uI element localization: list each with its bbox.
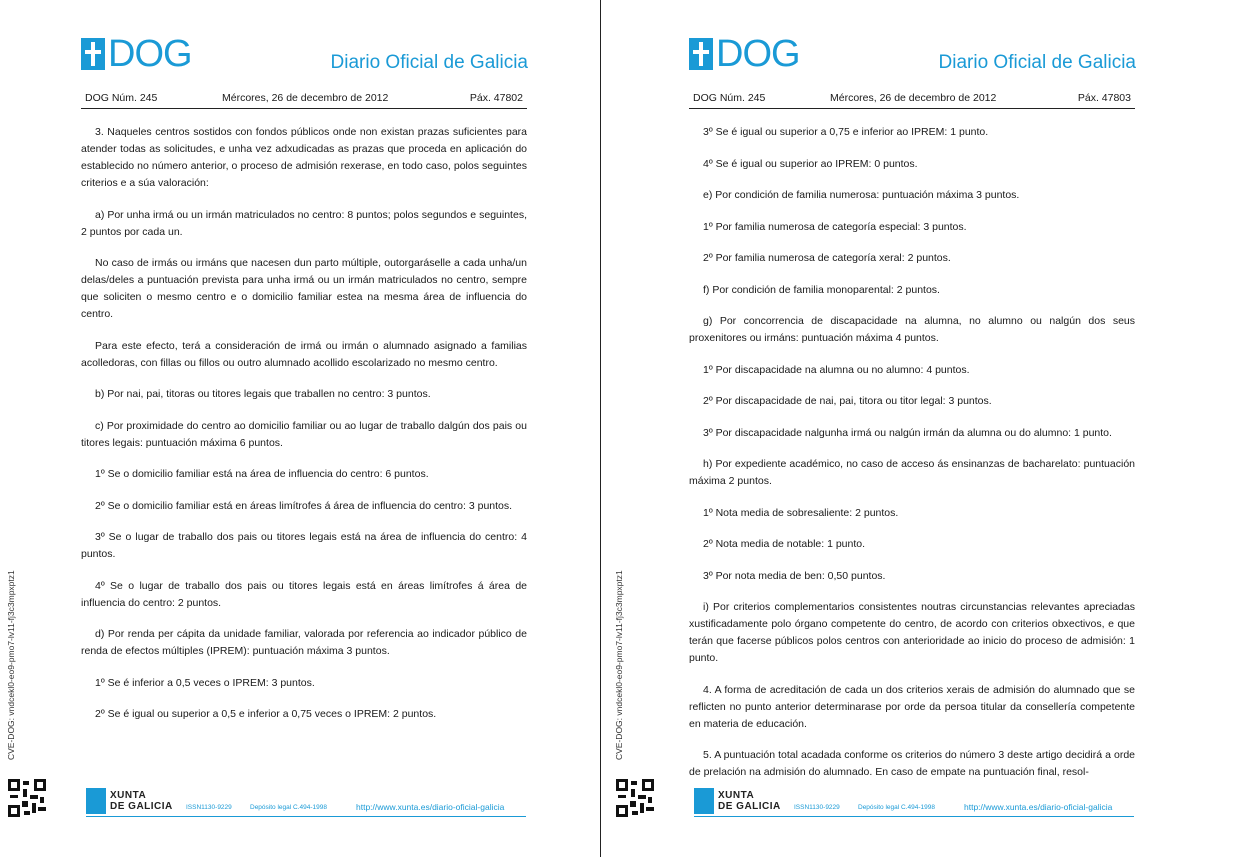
dog-logo (81, 33, 192, 75)
deposito-legal: Depósito legal C.494-1998 (250, 804, 327, 811)
qr-code-icon (616, 779, 654, 817)
paragraph: 5. A puntuación total acadada conforme os criterios do número 3 deste artigo decidirá a orde de prelación na admisión do alumnado. En caso de empate na puntuación final, resol- (689, 749, 1135, 778)
journal-title: Diario Oficial de Galicia (330, 52, 528, 73)
paragraph: 3. Naqueles centros sostidos con fondos públicos onde non existan prazas suficientes para atender todas as solicitudes, e unha vez adxudicadas as prazas que proceda en aplicación do establecido no número anterior, o proceso de admisión rexerase, en todo caso, polos seguintes criterios e a súa valoración: (81, 126, 527, 189)
paragraph: a) Por unha irmá ou un irmán matriculados no centro: 8 puntos; polos segundos e seguintes, 2 puntos por cada un. (81, 208, 527, 238)
page-footer (694, 788, 1134, 817)
body-text (689, 124, 1135, 796)
page-footer (86, 788, 526, 817)
paragraph: 2º Nota media de notable: 1 punto. (703, 538, 866, 550)
body-text (81, 124, 527, 738)
logo-text: DOG (716, 33, 800, 75)
page-number: Páx. 47802 (469, 92, 523, 104)
issue-date: Mércores, 26 de decembro de 2012 (222, 92, 389, 104)
paragraph: 3º Se é igual ou superior a 0,75 e inferior ao IPREM: 1 punto. (703, 126, 989, 138)
deposito-legal: Depósito legal C.494-1998 (858, 804, 935, 811)
issue-number: DOG Núm. 245 (693, 92, 766, 104)
page-number: Páx. 47803 (1077, 92, 1131, 104)
page-header (81, 92, 527, 109)
galicia-shield-icon (81, 38, 105, 70)
xunta-logo-text: XUNTA DE GALICIA (110, 790, 173, 812)
page-header (689, 92, 1135, 109)
paragraph: 1º Nota media de sobresaliente: 2 puntos. (703, 506, 899, 519)
footer-url-link[interactable]: http://www.xunta.es/diario-oficial-galicia (964, 802, 1113, 812)
xunta-shield-icon (694, 788, 714, 814)
paragraph: h) Por expediente académico, no caso de acceso ás ensinanzas de bacharelato: puntuación máxima 2 puntos. (689, 458, 1135, 487)
paragraph: 2º Se o domicilio familiar está en áreas limítrofes á área de influencia do centro: 3 puntos. (95, 499, 513, 512)
paragraph: 3º Se o lugar de traballo dos pais ou titores legais está na área de influencia do centro: 4 puntos. (81, 531, 527, 560)
paragraph: 1º Se é inferior a 0,5 veces o IPREM: 3 puntos. (95, 676, 315, 689)
paragraph: 2º Se é igual ou superior a 0,5 e inferior a 0,75 veces o IPREM: 2 puntos. (95, 708, 437, 720)
xunta-shield-icon (86, 788, 106, 814)
paragraph: b) Por nai, pai, titoras ou titores legais que traballen no centro: 3 puntos. (95, 388, 431, 400)
issue-date: Mércores, 26 de decembro de 2012 (830, 92, 997, 104)
cve-code: CVE-DOG: vndcekl0-eo9-pmo7-lv11-fj3c3mpxptz1 (614, 570, 624, 760)
paragraph: 3º Por discapacidade nalgunha irmá ou nalgún irmán da alumna ou do alumno: 1 punto. (703, 426, 1112, 439)
paragraph: c) Por proximidade do centro ao domicilio familiar ou ao lugar de traballo dalgún dos pais ou titores legais: puntuación máxima 6 puntos. (81, 419, 527, 449)
paragraph: i) Por criterios complementarios consistentes noutras circunstancias relevantes apreciadas xustificadamente polo órgano competente do centro, de acordo con criterios obxectivos, e que terán que facerse públicos polos centros con anterioridade ao inicio do proceso de admisión: 1 punto. (689, 601, 1135, 664)
paragraph: e) Por condición de familia numerosa: puntuación máxima 3 puntos. (703, 189, 1020, 201)
paragraph: 1º Por familia numerosa de categoría especial: 3 puntos. (703, 220, 967, 233)
footer-url-link[interactable]: http://www.xunta.es/diario-oficial-galicia (356, 802, 505, 812)
xunta-logo-text: XUNTA DE GALICIA (718, 790, 781, 812)
paragraph: 4º Se o lugar de traballo dos pais ou titores legais está en áreas limítrofes á área de influencia do centro: 2 puntos. (81, 579, 527, 609)
paragraph: 2º Por familia numerosa de categoría xeral: 2 puntos. (703, 252, 951, 264)
paragraph: 3º Por nota media de ben: 0,50 puntos. (703, 569, 886, 582)
journal-title: Diario Oficial de Galicia (938, 52, 1136, 73)
paragraph: No caso de irmás ou irmáns que nacesen dun parto múltiple, outorgaráselle a cada unha/un delas/deles a puntuación prevista para unha irmá ou un irmán matriculados no centro, sempre que soliciten o mesmo centro e o domicilio familiar estea na mesma área de influencia do centro. (81, 257, 527, 320)
galicia-shield-icon (689, 38, 713, 70)
paragraph: 1º Por discapacidade na alumna ou no alumno: 4 puntos. (703, 363, 970, 376)
issn: ISSN1130-9229 (186, 804, 232, 811)
page-right (601, 0, 1237, 857)
paragraph: 2º Por discapacidade de nai, pai, titora ou titor legal: 3 puntos. (703, 395, 992, 407)
paragraph: Para este efecto, terá a consideración de irmá ou irmán o alumnado asignado a familias acolledoras, con fillas ou fillos ou outro alumnado acollido escolarizado no mesmo centro. (81, 339, 527, 369)
paragraph: f) Por condición de familia monoparental: 2 puntos. (703, 283, 940, 296)
logo-text: DOG (108, 33, 192, 75)
paragraph: 4. A forma de acreditación de cada un dos criterios xerais de admisión do alumnado que se reflicten no punto anterior determinarase por orde da persoa titular da consellería competente en materia de educación. (689, 683, 1135, 730)
paragraph: 4º Se é igual ou superior ao IPREM: 0 puntos. (703, 157, 918, 170)
paragraph: d) Por renda per cápita da unidade familiar, valorada por referencia ao indicador público de renda de efectos múltiples (IPREM): puntuación máxima 3 puntos. (81, 628, 527, 657)
issn: ISSN1130-9229 (794, 804, 840, 811)
dog-logo (689, 33, 800, 75)
paragraph: g) Por concorrencia de discapacidade na alumna, no alumno ou nalgún dos seus proxenitores ou irmáns: puntuación máxima 4 puntos. (689, 315, 1135, 344)
issue-number: DOG Núm. 245 (85, 92, 158, 104)
page-left (0, 0, 618, 857)
cve-code: CVE-DOG: vndcekl0-eo9-pmo7-lv11-fj3c3mpxptz1 (6, 570, 16, 760)
paragraph: 1º Se o domicilio familiar está na área de influencia do centro: 6 puntos. (95, 468, 429, 480)
qr-code-icon (8, 779, 46, 817)
